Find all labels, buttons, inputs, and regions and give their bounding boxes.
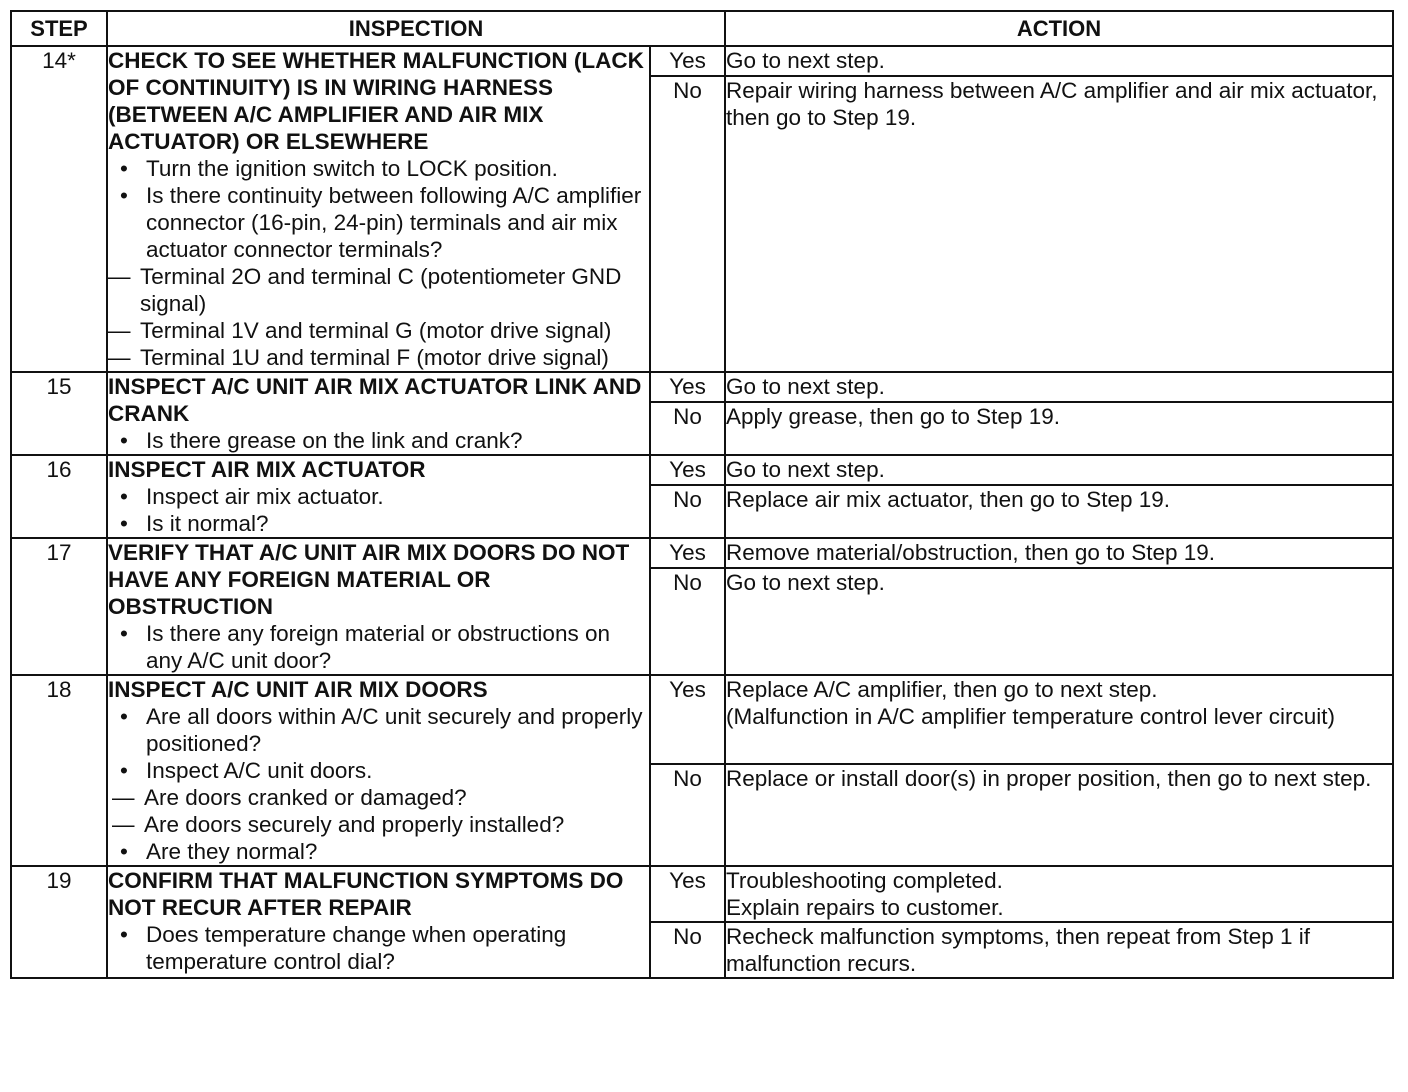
inspection-sub-item: — Terminal 2O and terminal C (potentiometer GND signal) bbox=[108, 263, 649, 317]
troubleshooting-sheet bbox=[10, 10, 1394, 979]
yes-label: Yes bbox=[650, 675, 725, 764]
yes-action: Replace A/C amplifier, then go to next step. bbox=[726, 677, 1158, 702]
step-number: 17 bbox=[11, 538, 107, 675]
yes-action-cell bbox=[725, 675, 1393, 764]
inspection-cell bbox=[107, 46, 650, 372]
inspection-bullet: • Is there grease on the link and crank? bbox=[108, 427, 649, 454]
yes-action: Go to next step. bbox=[725, 46, 1393, 76]
inspection-bullet: • Are they normal? bbox=[108, 838, 649, 865]
inspection-bullet: • Are all doors within A/C unit securely and properly positioned? bbox=[108, 703, 649, 757]
yes-label: Yes bbox=[650, 866, 725, 922]
inspection-sub-item: — Are doors cranked or damaged? bbox=[112, 784, 649, 811]
no-action: Apply grease, then go to Step 19. bbox=[725, 402, 1393, 455]
no-action: Go to next step. bbox=[725, 568, 1393, 675]
step-number: 19 bbox=[11, 866, 107, 978]
inspection-bullet-text: • Inspect A/C unit doors. bbox=[146, 758, 373, 783]
inspection-sub-item: — Are doors securely and properly installed? bbox=[112, 811, 649, 838]
yes-action: Go to next step. bbox=[725, 455, 1393, 485]
no-action: Replace air mix actuator, then go to Step 19. bbox=[725, 485, 1393, 538]
inspection-bullet-text: • Is there continuity between following A/C amplifier connector (16-pin, 24-pin) terminals and air mix actuator connector terminals? bbox=[146, 183, 642, 262]
table-row bbox=[11, 866, 1393, 922]
inspection-cell bbox=[107, 866, 650, 978]
yes-action-note: Explain repairs to customer. bbox=[726, 895, 1004, 920]
no-label: No bbox=[650, 76, 725, 372]
no-label: No bbox=[650, 402, 725, 455]
yes-label: Yes bbox=[650, 372, 725, 402]
table-row bbox=[11, 675, 1393, 764]
yes-action-note: (Malfunction in A/C amplifier temperature control lever circuit) bbox=[726, 704, 1335, 729]
inspection-title: INSPECT A/C UNIT AIR MIX DOORS bbox=[108, 677, 488, 702]
table-row bbox=[11, 455, 1393, 485]
yes-action: Go to next step. bbox=[725, 372, 1393, 402]
header-step: STEP bbox=[11, 11, 107, 46]
troubleshooting-table bbox=[10, 10, 1394, 979]
inspection-cell bbox=[107, 538, 650, 675]
no-action: Repair wiring harness between A/C amplifier and air mix actuator, then go to Step 19. bbox=[725, 76, 1393, 372]
table-row bbox=[11, 372, 1393, 402]
yes-label: Yes bbox=[650, 538, 725, 568]
inspection-sub-item: — Terminal 1U and terminal F (motor drive signal) bbox=[108, 344, 649, 371]
no-action: Recheck malfunction symptoms, then repeat from Step 1 if malfunction recurs. bbox=[725, 922, 1393, 978]
no-label: No bbox=[650, 764, 725, 866]
inspection-bullet: • Turn the ignition switch to LOCK position. bbox=[108, 155, 649, 182]
inspection-title: INSPECT AIR MIX ACTUATOR bbox=[108, 457, 426, 482]
table-header-row bbox=[11, 11, 1393, 46]
inspection-bullet: • Inspect air mix actuator. bbox=[108, 483, 649, 510]
inspection-bullet: • Does temperature change when operating temperature control dial? bbox=[108, 921, 649, 975]
no-action: Replace or install door(s) in proper position, then go to next step. bbox=[725, 764, 1393, 866]
yes-action-cell bbox=[725, 866, 1393, 922]
step-number: 14* bbox=[11, 46, 107, 372]
no-label: No bbox=[650, 485, 725, 538]
inspection-cell bbox=[107, 372, 650, 455]
inspection-sub-item: — Terminal 1V and terminal G (motor drive signal) bbox=[108, 317, 649, 344]
inspection-bullet: • Is it normal? bbox=[108, 510, 649, 537]
inspection-title: CONFIRM THAT MALFUNCTION SYMPTOMS DO NOT RECUR AFTER REPAIR bbox=[108, 868, 624, 920]
inspection-bullet bbox=[108, 182, 649, 371]
inspection-title: INSPECT A/C UNIT AIR MIX ACTUATOR LINK AND CRANK bbox=[108, 374, 642, 426]
inspection-title: CHECK TO SEE WHETHER MALFUNCTION (LACK OF CONTINUITY) IS IN WIRING HARNESS (BETWEEN A/C AMPLIFIER AND AIR MIX ACTUATOR) OR ELSEWHERE bbox=[108, 48, 644, 154]
yes-label: Yes bbox=[650, 455, 725, 485]
inspection-title: VERIFY THAT A/C UNIT AIR MIX DOORS DO NOT HAVE ANY FOREIGN MATERIAL OR OBSTRUCTION bbox=[108, 540, 630, 619]
inspection-bullet: • Is there any foreign material or obstructions on any A/C unit door? bbox=[108, 620, 649, 674]
yes-label: Yes bbox=[650, 46, 725, 76]
yes-action: Remove material/obstruction, then go to Step 19. bbox=[725, 538, 1393, 568]
step-number: 16 bbox=[11, 455, 107, 538]
step-number: 15 bbox=[11, 372, 107, 455]
yes-action: Troubleshooting completed. bbox=[726, 868, 1003, 893]
step-number: 18 bbox=[11, 675, 107, 866]
header-action: ACTION bbox=[725, 11, 1393, 46]
table-row bbox=[11, 46, 1393, 76]
no-label: No bbox=[650, 568, 725, 675]
inspection-cell bbox=[107, 455, 650, 538]
table-row bbox=[11, 538, 1393, 568]
inspection-cell bbox=[107, 675, 650, 866]
no-label: No bbox=[650, 922, 725, 978]
header-inspection: INSPECTION bbox=[107, 11, 725, 46]
inspection-bullet bbox=[108, 757, 649, 838]
